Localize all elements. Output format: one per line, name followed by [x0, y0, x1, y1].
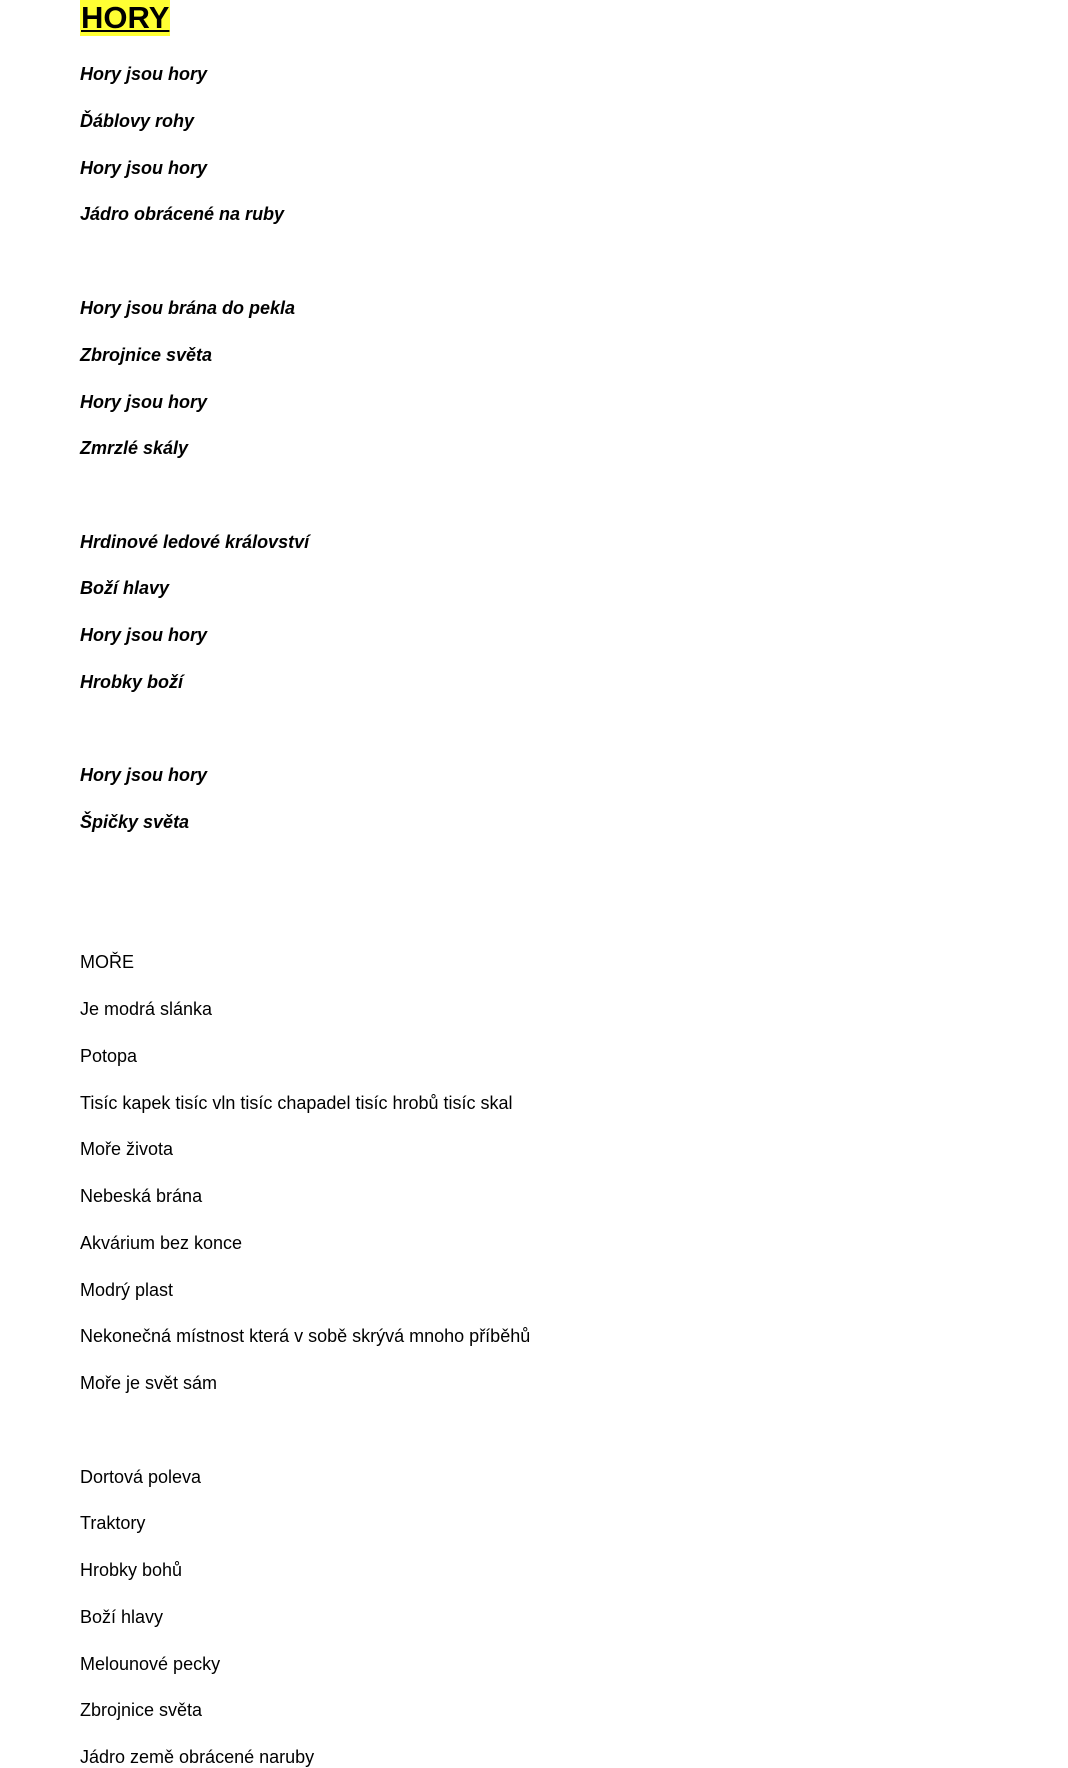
hory-line: Hrobky boží: [80, 672, 184, 692]
hory-line: Hory jsou hory: [80, 158, 208, 178]
more-line: Nekonečná místnost která v sobě skrývá mnoho příběhů: [80, 1326, 531, 1346]
hory-line: Boží hlavy: [80, 578, 170, 598]
more-line: Hrobky bohů: [80, 1560, 183, 1580]
more-line: Moře je svět sám: [80, 1373, 218, 1393]
hory-line: Zmrzlé skály: [80, 438, 189, 458]
more-line: Akvárium bez konce: [80, 1233, 243, 1253]
poem-title-hory: HORY: [81, 0, 170, 35]
more-line: Melounové pecky: [80, 1654, 221, 1674]
more-line: Dortová poleva: [80, 1467, 202, 1487]
hory-line: Hrdinové ledové království: [80, 532, 310, 552]
hory-line: Zbrojnice světa: [80, 345, 213, 365]
hory-line: Hory jsou hory: [80, 625, 208, 645]
hory-line: Hory jsou hory: [80, 392, 208, 412]
hory-line: Hory jsou hory: [80, 64, 208, 84]
more-line: Modrý plast: [80, 1280, 174, 1300]
more-line: Potopa: [80, 1046, 138, 1066]
more-line: Moře života: [80, 1139, 174, 1159]
more-line: Traktory: [80, 1513, 146, 1533]
more-line: Boží hlavy: [80, 1607, 164, 1627]
more-title: MOŘE: [80, 952, 134, 972]
hory-line: Špičky světa: [80, 812, 190, 832]
hory-line: Jádro obrácené na ruby: [80, 204, 285, 224]
more-line: Tisíc kapek tisíc vln tisíc chapadel tisíc hrobů tisíc skal: [80, 1093, 513, 1113]
more-line: Jádro země obrácené naruby: [80, 1747, 315, 1767]
more-line: Nebeská brána: [80, 1186, 203, 1206]
hory-line: Hory jsou brána do pekla: [80, 298, 296, 318]
more-line: Zbrojnice světa: [80, 1700, 203, 1720]
hory-line: Hory jsou hory: [80, 765, 208, 785]
more-line: Je modrá slánka: [80, 999, 213, 1019]
hory-line: Ďáblovy rohy: [80, 111, 195, 131]
